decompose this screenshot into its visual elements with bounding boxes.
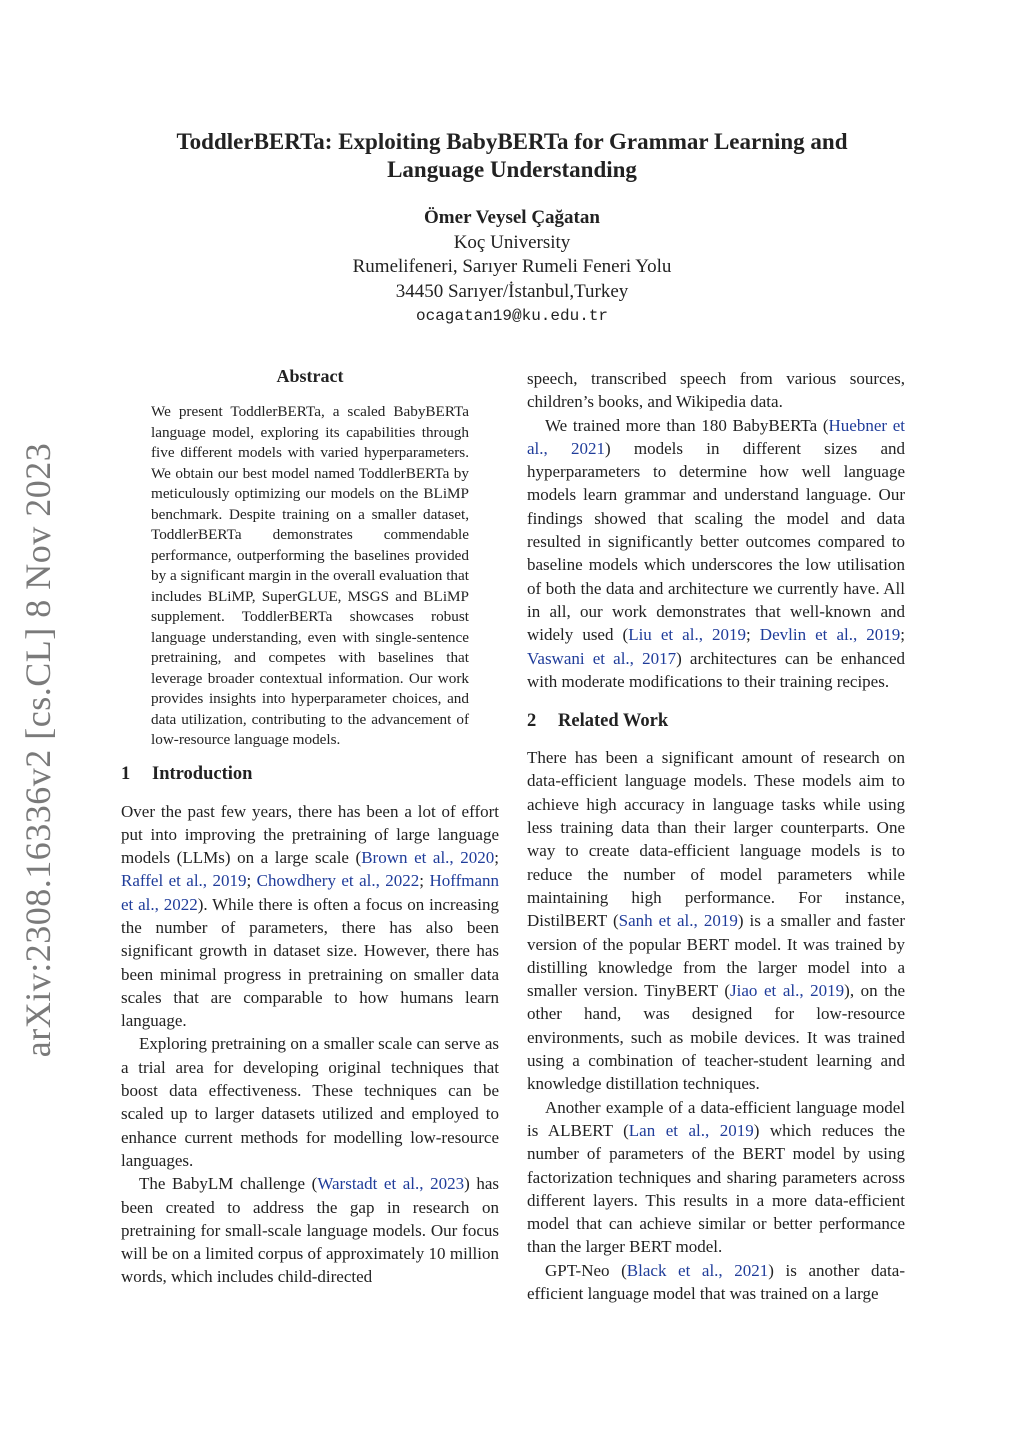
paragraph xyxy=(527,746,905,1095)
introduction-body xyxy=(121,800,499,1289)
citation-link[interactable]: Warstadt et al., 2023 xyxy=(317,1174,465,1194)
text-run: ) models in different sizes and hyperparameters to determine how well language models learn grammar and understand language. Our findings showed that scaling the model and data resulted in significantly better outcomes compared to baseline models which underscores the low utilisation of both the data and architecture we currently have. All in all, our work demonstrates that well-known and widely used ( xyxy=(527,438,905,645)
text-run: ; xyxy=(494,848,499,868)
section-title: Introduction xyxy=(152,763,253,784)
citation-link[interactable]: Liu et al., 2019 xyxy=(628,625,747,645)
text-run: ; xyxy=(900,625,905,645)
text-run: GPT-Neo ( xyxy=(545,1260,627,1280)
paragraph xyxy=(527,414,905,694)
paragraph xyxy=(121,1172,499,1288)
citation-link[interactable]: Brown et al., 2020 xyxy=(361,848,495,868)
citation-link[interactable]: Vaswani et al., 2017 xyxy=(527,648,677,668)
citation-link[interactable]: Hoffmann et al., 2022 xyxy=(121,871,499,914)
citation-link[interactable]: Chowdhery et al., 2022 xyxy=(256,871,420,891)
text-run: ) is another data-efficient language model that was trained on a large xyxy=(527,1260,905,1303)
left-column xyxy=(121,364,499,1289)
section-number: 1 xyxy=(121,763,131,784)
text-run: ; xyxy=(419,871,430,891)
text-run: ) which reduces the number of parameters of the BERT model by using factorization techniques and sharing parameters across different layers. This results in a more data-efficient model that can achieve similar or better performance than the larger BERT model. xyxy=(527,1120,905,1257)
abstract-text: We present ToddlerBERTa, a scaled BabyBERTa language model, exploring its capabilities through five different models with varied hyperparameters. We obtain our best model named ToddlerBERTa by meticulously optimizing our models on the BLiMP benchmark. Despite training on a smaller dataset, ToddlerBERTa demonstrates commendable performance, outperforming the baselines provided by a significant margin in the overall evaluation that includes BLiMP, SuperGLUE, MSGS and BLiMP supplement. ToddlerBERTa showcases robust language understanding, even with single-sentence pretraining, and competes with baselines that leverage broader contextual information. Our work provides insights into hyperparameter choices, and data utilization, contributing to the advancement of low-resource language models. xyxy=(151,403,469,748)
text-run: The BabyLM challenge ( xyxy=(139,1174,318,1194)
text-run: ) is a smaller and faster version of the popular BERT model. It was trained by distilling knowledge from the larger model into a smaller version. TinyBERT ( xyxy=(527,911,905,1001)
text-run: ) architectures can be enhanced with moderate modifications to their training recipes. xyxy=(527,648,905,691)
text-run: ), on the other hand, was designed for low-resource environments, such as mobile devices. It was trained using a combination of teacher-student learning and knowledge distillation techniques. xyxy=(527,981,905,1094)
author-name: Ömer Veysel Çağatan xyxy=(424,207,600,228)
citation-link[interactable]: Lan et al., 2019 xyxy=(628,1120,754,1140)
section-title: Related Work xyxy=(558,711,669,732)
text-run: Over the past few years, there has been a lot of effort put into improving the pretraining of large language models (LLMs) on a large scale ( xyxy=(121,801,499,868)
citation-link[interactable]: Sanh et al., 2019 xyxy=(618,911,738,931)
section-number: 2 xyxy=(527,711,537,732)
affiliation-address: Rumelifeneri, Sarıyer Rumeli Feneri Yolu xyxy=(352,256,672,277)
citation-link[interactable]: Devlin et al., 2019 xyxy=(759,625,901,645)
affiliation-university: Koç University xyxy=(453,231,571,253)
section-heading-related-work xyxy=(527,711,905,732)
title-line-2: Language Understanding xyxy=(387,157,637,182)
paper-title xyxy=(120,128,904,184)
citation-link[interactable]: Raffel et al., 2019 xyxy=(121,871,247,891)
paragraph: speech, transcribed speech from various sources, children’s books, and Wikipedia data. xyxy=(527,369,905,412)
citation-link[interactable]: Black et al., 2021 xyxy=(626,1260,769,1280)
citation-link[interactable]: Huebner et al., 2021 xyxy=(527,415,905,458)
arxiv-id: arXiv:2308.16336v2 [cs.CL] 8 Nov 2023 xyxy=(18,442,58,1058)
author-block xyxy=(120,206,904,329)
text-run: ) has been created to address the gap in research on pretraining for small-scale language models. Our focus will be on a limited corpus of approximately 10 million words, which includes child-directed xyxy=(121,1174,499,1287)
text-run: ; xyxy=(246,871,257,891)
paragraph xyxy=(527,1259,905,1306)
paragraph: Exploring pretraining on a smaller scale can serve as a trial area for developing original techniques that boost data effectiveness. These techniques can be scaled up to larger datasets utilized and employed to enhance current methods for modelling low-resource languages. xyxy=(121,1034,499,1170)
paragraph xyxy=(121,800,499,1033)
affiliation-city: 34450 Sarıyer/İstanbul,Turkey xyxy=(395,280,629,302)
text-run: There has been a significant amount of research on data-efficient language models. These models aim to achieve high accuracy in language tasks while using less training data than their larger counterparts. One way to create data-efficient language models is to reduce the number of model parameters while maintaining high performance. For instance, DistilBERT ( xyxy=(527,748,905,931)
section-heading-introduction xyxy=(121,764,499,785)
text-run: Another example of a data-efficient language model is ALBERT ( xyxy=(527,1097,905,1140)
abstract-heading: Abstract xyxy=(276,366,344,386)
text-run: ; xyxy=(746,625,760,645)
right-column xyxy=(527,367,905,1305)
title-line-1: ToddlerBERTa: Exploiting BabyBERTa for Grammar Learning and xyxy=(176,129,848,154)
arxiv-sidebar-stamp xyxy=(8,440,68,1060)
paragraph xyxy=(527,1096,905,1259)
text-run: ). While there is often a focus on increasing the number of parameters, there has also been significant growth in dataset size. However, there has been minimal progress in pretraining on smaller data scales that are comparable to how humans learn language. xyxy=(121,894,499,1031)
author-email: ocagatan19@ku.edu.tr xyxy=(415,307,609,325)
text-run: We trained more than 180 BabyBERTa ( xyxy=(545,415,829,435)
citation-link[interactable]: Jiao et al., 2019 xyxy=(730,981,845,1001)
